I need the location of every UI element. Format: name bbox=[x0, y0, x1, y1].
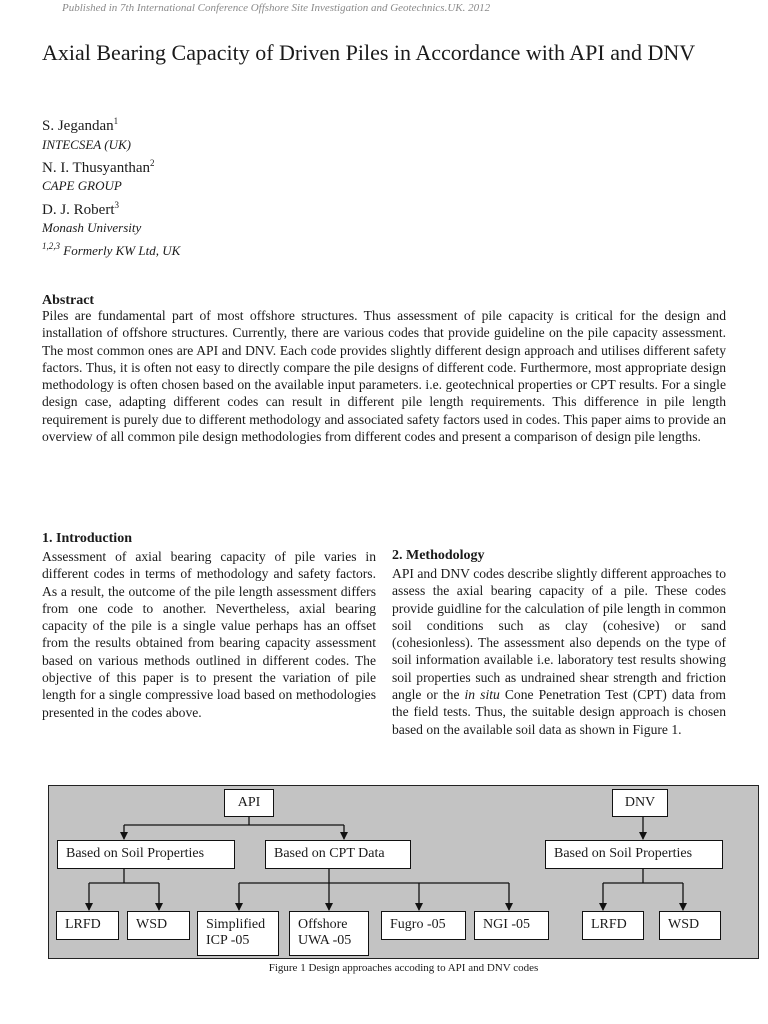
publication-header: Published in 7th International Conference Offshore Site Investigation and Geotechnics.UK. 2012 bbox=[62, 2, 491, 14]
dnv-box: DNV bbox=[612, 789, 668, 817]
design-approach-figure bbox=[48, 785, 759, 959]
author-affiliation: CAPE GROUP bbox=[42, 178, 122, 193]
author-name: S. Jegandan$^1$ bbox=[42, 116, 119, 134]
methodology-heading: 2. Methodology bbox=[392, 548, 485, 563]
api-cpt-data-box: Based on CPT Data bbox=[265, 840, 411, 869]
api-soil-properties-box: Based on Soil Properties bbox=[57, 840, 235, 869]
methodology-italic-term: in situ bbox=[464, 687, 500, 703]
api-wsd-box: WSD bbox=[127, 911, 190, 940]
dnv-lrfd-box: LRFD bbox=[582, 911, 644, 940]
author-affiliation: Monash University bbox=[42, 220, 142, 235]
dnv-wsd-box: WSD bbox=[659, 911, 721, 940]
ngi-box: NGI -05 bbox=[474, 911, 549, 940]
abstract-heading: Abstract bbox=[42, 293, 95, 308]
paper-title: Axial Bearing Capacity of Driven Piles in Accordance with API and DNV bbox=[42, 40, 696, 65]
introduction-body: Assessment of axial bearing capacity of pile varies in different codes in terms of methodology and safety factors. As a result, the outcome of the pile length assessment differs from one code to another. Nevertheless, axial bearing capacity of the pile is a single value perhaps has an offset from the results obtained from bearing capacity assessment based on various methods outlined in different codes. The objective of this paper is to present the variation of pile length for a single compressive load based on methodologies presented in the codes above. bbox=[42, 549, 376, 720]
author-name: D. J. Robert$^3$ bbox=[42, 200, 119, 218]
author-affiliation: INTECSEA (UK) bbox=[42, 137, 131, 152]
abstract-body: Piles are fundamental part of most offshore structures. Thus assessment of pile capacity is critical for the design and installation of offshore structures. Currently, there are various codes that provide guideline on the pile capacity assessment. The most common ones are API and DNV. Each code provides slightly different design approach and utilises different safety factors. Thus, it is often not easy to directly compare the pile designs of different code. Furthermore, most appropriate design methodology is often chosen based on the available input parameters. i.e. geotechnical properties or CPT results. For a single design case, adapting different codes can result in different pile length requirements. This difference in pile length requirement is purely due to different methodology and associated safety factors used in codes. This paper aims to provide an overview of all common pile design methodologies from different codes and present a comparison of design pile lengths. bbox=[42, 308, 726, 445]
former-affiliation: $^{1,2,3}$ Formerly KW Ltd, UK bbox=[42, 241, 181, 258]
author-name: N. I. Thusyanthan$^2$ bbox=[42, 158, 155, 176]
methodology-body: API and DNV codes describe slightly different approaches to assess the axial bearing capacity of a pile. These codes provide guidline for the calculation of pile length in common soil conditions such as clay (cohesive) or sand (cohesionless). The assessment also depends on the type of soil information available i.e. laboratory test results showing soil properties such as undrained shear strength and friction angle or the in situ Cone Penetration Test (CPT) data from the field tests. Thus, the suitable design approach is chosen based on the available soil data as shown in Figure 1. bbox=[392, 566, 726, 737]
api-lrfd-box: LRFD bbox=[56, 911, 119, 940]
api-box: API bbox=[224, 789, 274, 817]
introduction-heading: 1. Introduction bbox=[42, 531, 132, 546]
fugro-box: Fugro -05 bbox=[381, 911, 466, 940]
simplified-icp-box: Simplified ICP -05 bbox=[197, 911, 279, 956]
offshore-uwa-box: Offshore UWA -05 bbox=[289, 911, 369, 956]
figure-caption: Figure 1 Design approaches accoding to API and DNV codes bbox=[268, 962, 539, 974]
dnv-soil-properties-box: Based on Soil Properties bbox=[545, 840, 723, 869]
